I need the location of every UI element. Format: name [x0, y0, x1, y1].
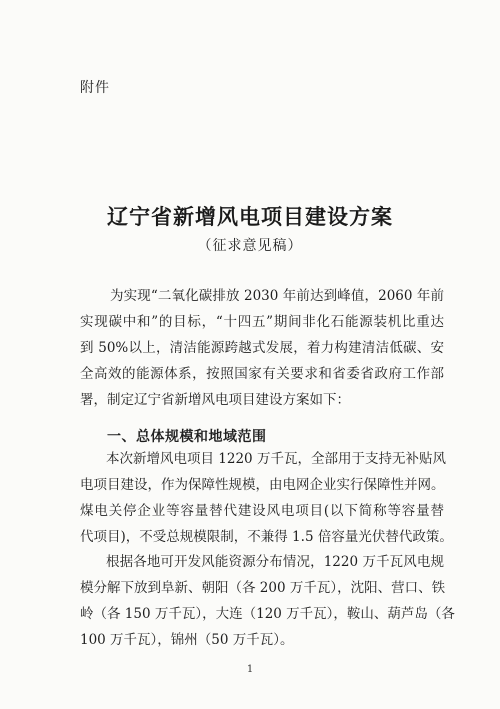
text-line: 为实现“二氧化碳排放 2030 年前达到峰值，2060 年前	[110, 288, 444, 304]
page-number: 1	[246, 664, 254, 675]
text-line: 署，制定辽宁省新增风电项目建设方案如下：	[80, 392, 350, 408]
document-subtitle: （征求意见稿）	[197, 238, 303, 254]
text-line: 模分解下放到阜新、朝阳（各 200 万千瓦），沈阳、营口、铁	[80, 580, 446, 596]
section1-paragraph-2	[80, 549, 455, 653]
text-line: 全高效的能源体系，按照国家有关要求和省委省政府工作部	[80, 366, 444, 382]
text-line: 实现碳中和”的目标，“十四五”期间非化石能源装机比重达	[80, 314, 444, 330]
document-title: 辽宁省新增风电项目建设方案	[107, 204, 393, 229]
text-line: 到 50%以上，清洁能源跨越式发展，着力构建清洁低碳、安	[80, 340, 444, 356]
section1-paragraph-1	[80, 446, 453, 550]
text-line: 代项目)，不受总规模限制，不兼得 1.5 倍容量光伏替代政策。	[80, 529, 453, 545]
section-heading: 一、总体规模和地域范围	[107, 429, 267, 445]
attachment-label: 附件	[80, 80, 110, 96]
text-line: 根据各地可开发风能资源分布情况，1220 万千瓦风电规	[106, 554, 444, 570]
text-line: 煤电关停企业等容量替代建设风电项目(以下简称等容量替	[80, 503, 444, 519]
text-line: 岭（各 150 万千瓦），大连（120 万千瓦），鞍山、葫芦岛（各	[80, 606, 455, 622]
text-line: 本次新增风电项目 1220 万千瓦，全部用于支持无补贴风	[106, 451, 446, 467]
text-line: 电项目建设，作为保障性规模，由电网企业实行保障性并网。	[80, 477, 445, 493]
intro-paragraph	[80, 283, 444, 413]
text-line: 100 万千瓦），锦州（50 万千瓦）。	[80, 632, 294, 648]
